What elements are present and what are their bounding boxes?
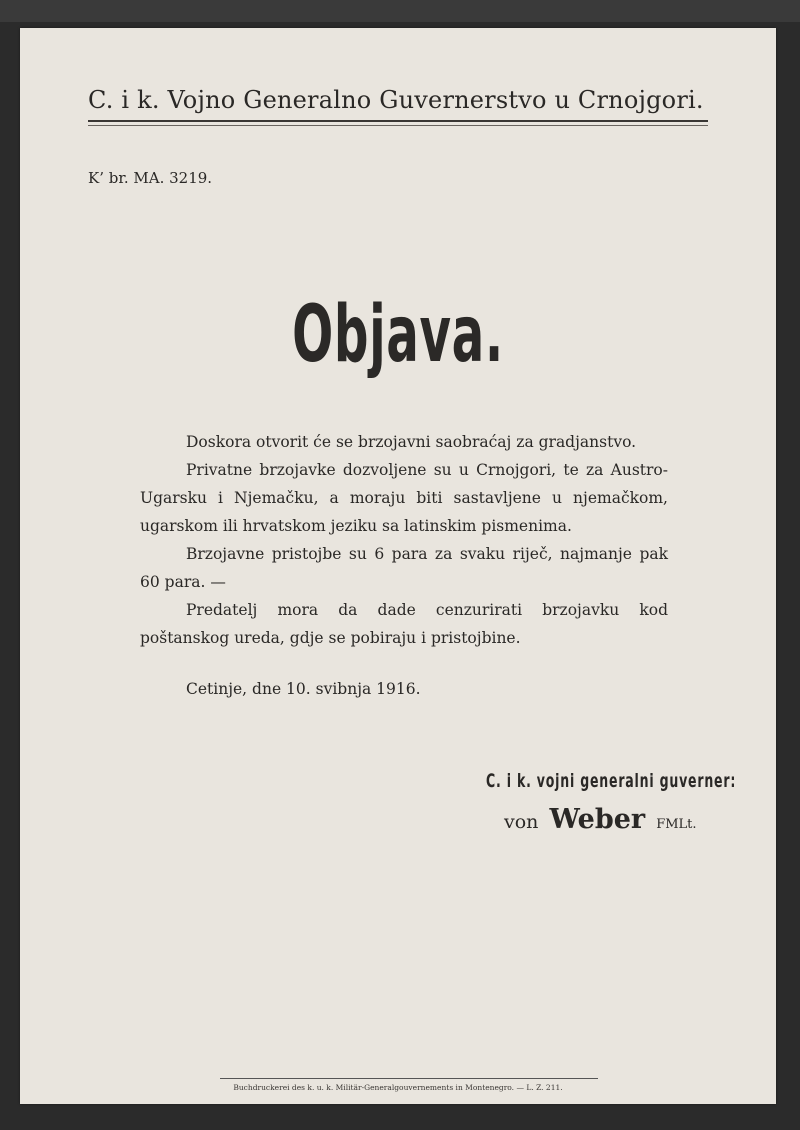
signature-rank: FMLt. — [656, 817, 697, 832]
paragraph: Doskora otvorit će se brzojavni saobraćaj za gradjanstvo. — [186, 433, 637, 451]
paragraph: Predatelj mora da dade cenzurirati brzojavku kod poštanskog ureda, gdje se pobiraju i pristojbine. — [140, 601, 668, 647]
header-rule-thin — [88, 125, 708, 126]
poster-sheet — [20, 28, 776, 1104]
page-title: Objava. — [292, 290, 504, 380]
signature-line — [504, 804, 697, 835]
place-date: Cetinje, dne 10. svibnja 1916. — [186, 680, 421, 698]
signature-name: Weber — [549, 804, 646, 835]
header-rule — [88, 120, 708, 122]
footer-rule — [220, 1078, 598, 1079]
paragraph: Brzojavne pristojbe su 6 para za svaku riječ, najmanje pak 60 para. — — [140, 545, 668, 591]
signature-title: C. i k. vojni generalni guverner: — [486, 770, 737, 792]
reference-number: K’ br. MA. 3219. — [88, 169, 213, 187]
header-authority: C. i k. Vojno Generalno Guvernerstvo u Crnojgori. — [88, 86, 704, 114]
paragraph: Privatne brzojavke dozvoljene su u Crnojgori, te za Austro-Ugarsku i Njemačku, a moraju biti sastavljene u njemačkom, ugarskom ili hrvatskom jeziku sa latinskim pismenima. — [140, 461, 668, 535]
signature-prefix: von — [504, 811, 539, 833]
announcement-body — [140, 428, 668, 652]
scan-backdrop — [0, 0, 800, 22]
printer-imprint: Buchdruckerei des k. u. k. Militär-Generalgouvernements in Montenegro. — L. Z. 211. — [233, 1083, 563, 1092]
